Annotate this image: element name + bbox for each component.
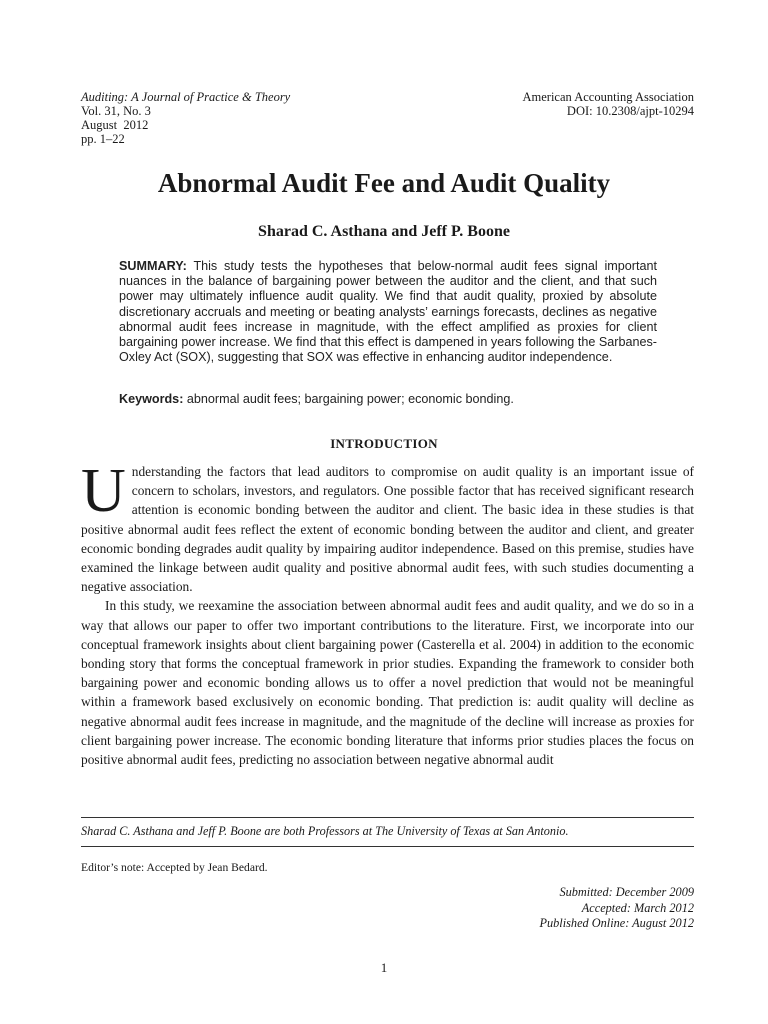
paragraph-1 — [81, 457, 694, 596]
page-number: 1 — [380, 960, 388, 975]
publisher-name: American Accounting Association — [522, 90, 694, 104]
section-heading: INTRODUCTION — [330, 436, 438, 451]
paragraph-1-text: nderstanding the factors that lead auditors to compromise on audit quality is an important issue of concern to scholars, investors, and regulators. One possible factor that has received significant research attention is economic bonding between the auditor and client. The basic idea in these studies is that positive abnormal audit fees reflect the extent of economic bonding between the auditor and client, and greater economic bonding degrades audit quality by impairing auditor independence. Based on this premise, studies have examined the linkage between audit quality and positive abnormal audit fees, with such studies documenting a negative association. — [81, 464, 694, 595]
accepted-date: Accepted: March 2012 — [581, 900, 694, 915]
submitted-date: Submitted: December 2009 — [559, 885, 694, 899]
journal-info — [81, 90, 290, 146]
introduction-body — [81, 457, 694, 769]
keywords-label: Keywords: — [119, 392, 184, 406]
keywords-text: abnormal audit fees; bargaining power; economic bonding. — [186, 392, 514, 406]
summary-label: SUMMARY: — [119, 259, 187, 273]
issue-date: August 2012 — [81, 118, 149, 132]
volume-info: Vol. 31, No. 3 — [81, 104, 151, 118]
paper-authors: Sharad C. Asthana and Jeff P. Boone — [258, 223, 510, 240]
paragraph-2: In this study, we reexamine the association between abnormal audit fees and audit quality, and we do so in a way that allows our paper to offer two important contributions to the literature. First, we incorporate into our conceptual framework insights about client bargaining power (Casterella et al. 2004) in addition to the economic bonding story that forms the conceptual framework in prior studies. Expanding the framework to consider both bargaining power and economic bonding allows us to offer a novel prediction that would not be meaningful within a framework based exclusively on economic bonding. That prediction is: audit quality will decline as negative abnormal audit fees increase in magnitude, and the magnitude of the decline will increase as proxies for client bargaining power increase. The economic bonding literature that informs prior studies places the focus on positive abnormal audit fees, predicting no association between negative abnormal audit — [81, 598, 694, 768]
author-affiliation-note: Sharad C. Asthana and Jeff P. Boone are both Professors at The University of Texas at San Antonio. — [81, 824, 569, 838]
footnote-rule-top — [81, 817, 694, 818]
summary-text: This study tests the hypotheses that below-normal audit fees signal important nuances in the balance of bargaining power between the auditor and the client, and that such power may ultimately influence audit quality. We find that audit quality, proxied by absolute discretionary accruals and meeting or beating analysts’ earnings forecasts, declines as negative abnormal audit fees increase in magnitude, with the effect amplified as proxies for client bargaining power increase. We find that this effect is dampened in years following the Sarbanes-Oxley Act (SOX), suggesting that SOX was effective in enhancing auditor independence. — [119, 259, 657, 365]
publication-dates — [540, 885, 695, 932]
doi: DOI: 10.2308/ajpt-10294 — [566, 104, 694, 118]
editor-note: Editor’s note: Accepted by Jean Bedard. — [81, 861, 268, 874]
journal-name: Auditing: A Journal of Practice & Theory — [81, 90, 291, 104]
abstract — [119, 259, 657, 365]
drop-cap: U — [81, 457, 126, 525]
paper-title: Abnormal Audit Fee and Audit Quality — [157, 168, 611, 198]
keywords — [119, 392, 679, 407]
footnote-rule-bottom — [81, 846, 694, 847]
publisher-info — [523, 90, 695, 118]
published-date: Published Online: August 2012 — [539, 916, 694, 930]
page-range: pp. 1–22 — [81, 132, 125, 146]
